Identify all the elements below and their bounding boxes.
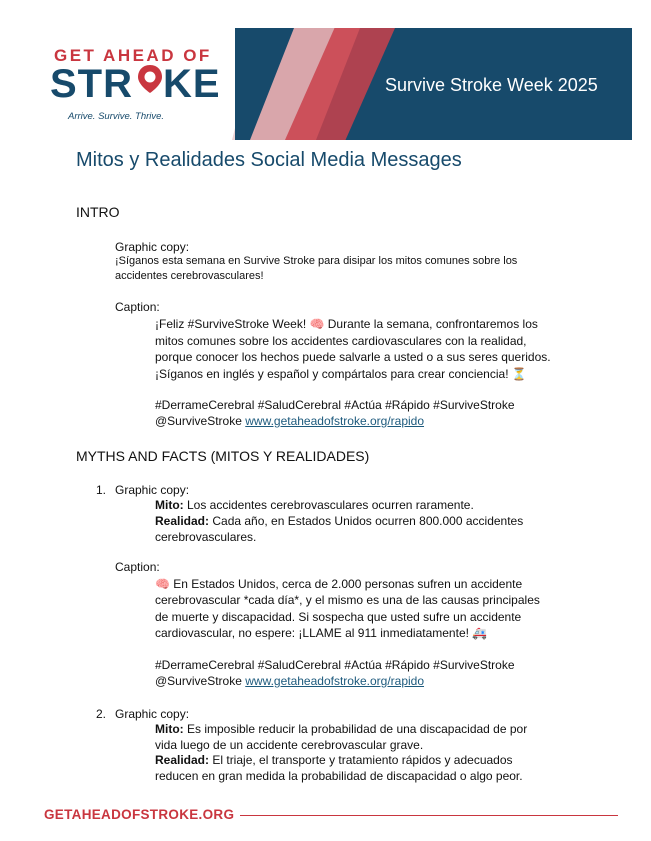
location-pin-icon [135,64,165,94]
item2-realidad-line2: reducen en gran medida la probabilidad de discapacidad o algo peor. [155,769,523,783]
footer-divider [240,815,618,816]
item1-caption-line4: cardiovascular, no espere: ¡LLAME al 911 inmediatamente! 🚑 [155,626,488,640]
intro-graphic-label: Graphic copy: [115,240,190,254]
item1-graphic-label: Graphic copy: [115,483,190,497]
item1-link[interactable]: www.getaheadofstroke.org/rapido [245,674,425,688]
intro-heading: INTRO [76,204,120,220]
item1-mito: Mito: Los accidentes cerebrovasculares ocurren raramente. [155,498,474,512]
page-title: Mitos y Realidades Social Media Messages [76,149,462,171]
intro-caption-line3: porque conocer los hechos puede salvarle a usted o a sus seres queridos. [155,350,551,364]
intro-handle-line [155,413,424,430]
intro-graphic-line2: accidentes cerebrovasculares! [115,270,264,282]
logo-main-text: STR KE [50,62,221,106]
banner-title: Survive Stroke Week 2025 [385,75,598,95]
myths-heading: MYTHS AND FACTS (MITOS Y REALIDADES) [76,448,370,464]
item1-number: 1. [96,483,107,497]
intro-caption-line2: mitos comunes sobre los accidentes cardiovasculares con la realidad, [155,334,527,348]
item1-realidad-line1: Realidad: Cada año, en Estados Unidos ocurren 800.000 accidentes [155,514,524,528]
item2-realidad-line1: Realidad: El triaje, el transporte y tratamiento rápidos y adecuados [155,753,513,767]
intro-caption-label: Caption: [115,300,160,314]
intro-caption-line4: ¡Síganos en inglés y español y compártalos para crear conciencia! ⏳ [155,367,527,381]
logo-tagline: Arrive. Survive. Thrive. [68,111,165,122]
item1-realidad-line2: cerebrovasculares. [155,530,257,544]
intro-hashtags: #DerrameCerebral #SaludCerebral #Actúa #Rápido #SurviveStroke [155,398,515,412]
item1-caption-line2: cerebrovascular *cada día*, y el mismo es una de las causas principales [155,593,540,607]
item2-mito-line1: Mito: Es imposible reducir la probabilidad de una discapacidad de por [155,722,528,736]
intro-graphic-line1: ¡Síganos esta semana en Survive Stroke para disipar los mitos comunes sobre los [115,255,518,267]
logo-top-text: GET AHEAD OF [54,46,212,65]
item2-mito-line2: vida luego de un accidente cerebrovascular grave. [155,738,424,752]
intro-handle: @SurviveStroke [155,414,242,428]
item1-caption-label: Caption: [115,560,160,574]
item1-caption-line3: de muerte y discapacidad. Si sospecha que usted sufre un accidente [155,610,522,624]
item1-caption-line1: 🧠 En Estados Unidos, cerca de 2.000 personas sufren un accidente [155,577,523,591]
item2-number: 2. [96,707,107,721]
item1-handle-line [155,673,424,690]
item1-handle: @SurviveStroke [155,674,242,688]
intro-caption-line1: ¡Feliz #SurviveStroke Week! 🧠 Durante la semana, confrontaremos los [155,317,538,331]
footer-url[interactable]: GETAHEADOFSTROKE.ORG [44,807,235,822]
intro-link[interactable]: www.getaheadofstroke.org/rapido [245,414,425,428]
item2-graphic-label: Graphic copy: [115,707,190,721]
item1-hashtags: #DerrameCerebral #SaludCerebral #Actúa #Rápido #SurviveStroke [155,658,515,672]
